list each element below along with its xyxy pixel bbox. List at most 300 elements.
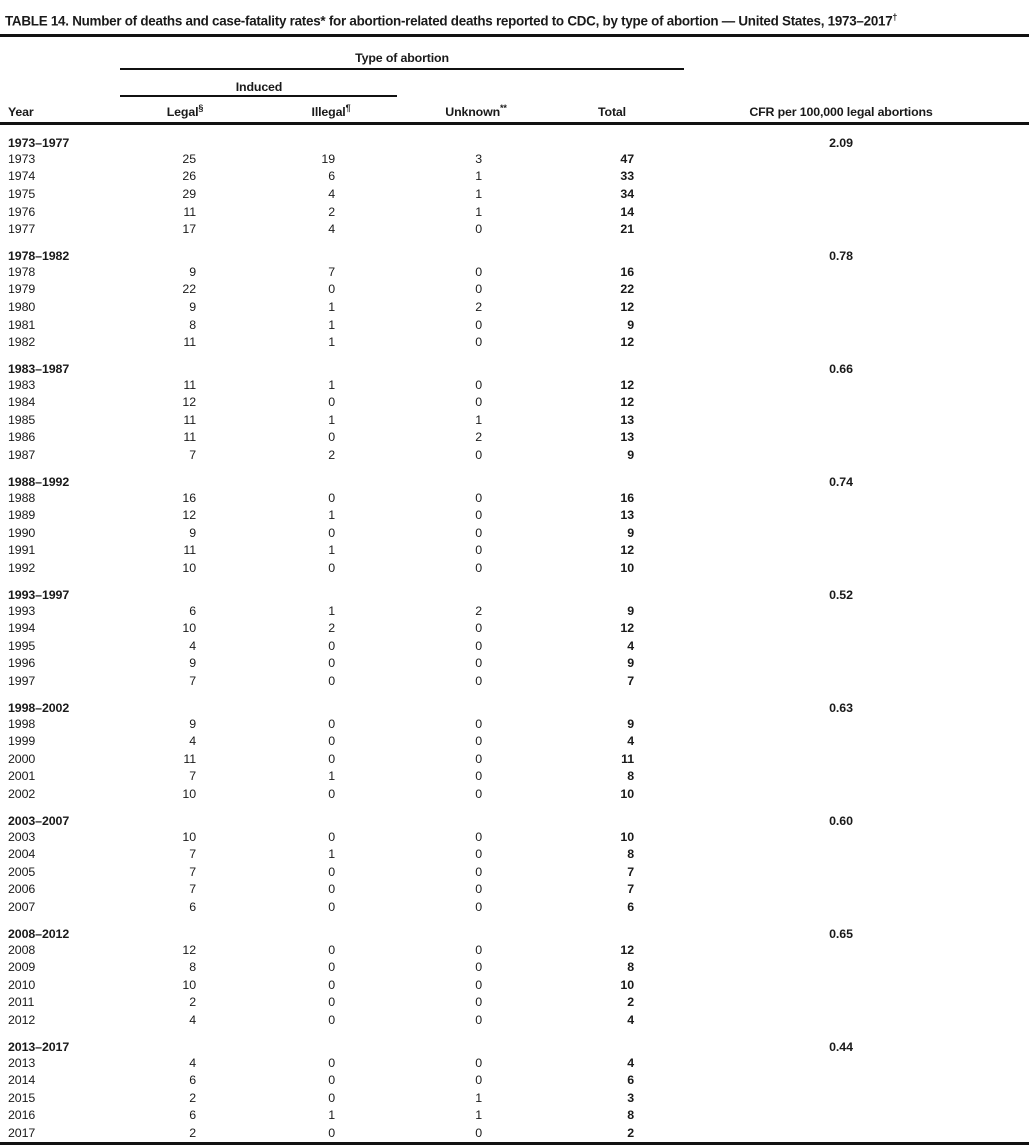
- legal-deaths-cell: 29: [182, 186, 196, 201]
- total-column-header: Total: [540, 97, 684, 124]
- year-cell: 1978: [8, 264, 36, 279]
- unknown-deaths-cell: 0: [475, 448, 482, 463]
- year-cell: 2011: [8, 995, 35, 1010]
- legal-deaths-cell: 11: [183, 377, 196, 392]
- unknown-deaths-cell: 1: [475, 204, 482, 219]
- unknown-deaths-cell: 0: [475, 1012, 482, 1027]
- unknown-deaths-cell: 0: [475, 786, 482, 801]
- empty-cell: [684, 863, 1029, 881]
- empty-cell: [540, 577, 684, 602]
- year-cell: 1987: [8, 448, 36, 463]
- total-deaths-cell: 21: [620, 222, 634, 237]
- unknown-deaths-cell: 0: [475, 1055, 482, 1070]
- period-label: 2013–2017: [8, 1040, 70, 1055]
- year-row: [0, 786, 1029, 804]
- empty-cell: [412, 238, 540, 263]
- empty-cell: [412, 464, 540, 489]
- unknown-column-header: Unknown**: [412, 97, 540, 124]
- year-cell: 2014: [8, 1073, 36, 1088]
- total-deaths-cell: 2: [627, 995, 634, 1010]
- year-cell: 2008: [8, 942, 36, 957]
- total-deaths-cell: 6: [627, 899, 634, 914]
- legal-deaths-cell: 4: [189, 1012, 196, 1027]
- year-row: [0, 994, 1029, 1012]
- illegal-deaths-cell: 0: [328, 829, 335, 844]
- unknown-deaths-cell: 0: [475, 847, 482, 862]
- illegal-deaths-cell: 2: [328, 621, 335, 636]
- legal-deaths-cell: 7: [189, 674, 196, 689]
- year-cell: 2007: [8, 899, 36, 914]
- unknown-deaths-cell: 0: [475, 1073, 482, 1088]
- illegal-deaths-cell: 1: [328, 335, 335, 350]
- period-row: [0, 1029, 1029, 1054]
- total-deaths-cell: 4: [627, 1012, 634, 1027]
- unknown-deaths-cell: 0: [475, 621, 482, 636]
- illegal-deaths-cell: 7: [328, 264, 335, 279]
- year-cell: 2013: [8, 1055, 36, 1070]
- empty-cell: [684, 394, 1029, 412]
- unknown-deaths-cell: 0: [475, 377, 482, 392]
- empty-cell: [412, 916, 540, 941]
- total-deaths-cell: 8: [627, 960, 634, 975]
- total-deaths-cell: 10: [620, 561, 634, 576]
- illegal-deaths-cell: 1: [328, 508, 335, 523]
- unknown-deaths-cell: 0: [475, 829, 482, 844]
- unknown-deaths-cell: 0: [475, 942, 482, 957]
- total-deaths-cell: 9: [627, 525, 634, 540]
- legal-deaths-cell: 9: [189, 656, 196, 671]
- illegal-deaths-cell: 1: [328, 412, 335, 427]
- year-row: [0, 560, 1029, 578]
- empty-cell: [684, 203, 1029, 221]
- year-cell: 2017: [8, 1125, 36, 1140]
- illegal-deaths-cell: 0: [328, 490, 335, 505]
- total-deaths-cell: 12: [620, 942, 634, 957]
- total-deaths-cell: 10: [620, 786, 634, 801]
- year-row: [0, 638, 1029, 656]
- year-cell: 1980: [8, 299, 36, 314]
- legal-deaths-cell: 17: [182, 222, 196, 237]
- legal-deaths-cell: 12: [182, 942, 196, 957]
- total-deaths-cell: 13: [620, 430, 634, 445]
- year-cell: 2009: [8, 960, 36, 975]
- illegal-deaths-cell: 2: [328, 448, 335, 463]
- period-row: [0, 351, 1029, 376]
- cfr-value: 0.60: [829, 814, 853, 829]
- empty-cell: [540, 238, 684, 263]
- year-cell: 2004: [8, 847, 36, 862]
- year-cell: 1997: [8, 674, 36, 689]
- total-deaths-cell: 16: [620, 264, 634, 279]
- legal-deaths-cell: 25: [182, 151, 196, 166]
- empty-cell: [540, 351, 684, 376]
- total-deaths-cell: 4: [627, 1055, 634, 1070]
- unknown-deaths-cell: 0: [475, 882, 482, 897]
- total-deaths-cell: 12: [620, 299, 634, 314]
- year-row: [0, 525, 1029, 543]
- year-row: [0, 489, 1029, 507]
- empty-cell: [412, 124, 540, 151]
- empty-cell: [540, 464, 684, 489]
- year-row: [0, 263, 1029, 281]
- total-deaths-cell: 34: [620, 186, 634, 201]
- year-row: [0, 655, 1029, 673]
- unknown-deaths-cell: 1: [475, 412, 482, 427]
- table-title: [0, 0, 1029, 37]
- cfr-value: 0.52: [829, 588, 853, 603]
- year-cell: 1990: [8, 525, 36, 540]
- total-deaths-cell: 10: [620, 977, 634, 992]
- empty-cell: [684, 1054, 1029, 1072]
- year-cell: 1998: [8, 716, 36, 731]
- table-title-dagger: †: [892, 12, 898, 22]
- illegal-deaths-cell: 0: [328, 1073, 335, 1088]
- year-cell: 2012: [8, 1012, 36, 1027]
- year-row: [0, 733, 1029, 751]
- total-deaths-cell: 33: [620, 169, 634, 184]
- empty-cell: [540, 916, 684, 941]
- total-deaths-cell: 7: [627, 864, 634, 879]
- illegal-deaths-cell: 0: [328, 751, 335, 766]
- period-row: [0, 464, 1029, 489]
- illegal-deaths-cell: 0: [328, 561, 335, 576]
- legal-deaths-cell: 11: [183, 335, 196, 350]
- year-row: [0, 168, 1029, 186]
- illegal-deaths-cell: 0: [328, 1090, 335, 1105]
- illegal-deaths-cell: 0: [328, 1012, 335, 1027]
- year-row: [0, 768, 1029, 786]
- empty-cell: [684, 168, 1029, 186]
- illegal-deaths-cell: 1: [328, 543, 335, 558]
- period-label: 1993–1997: [8, 588, 70, 603]
- empty-cell: [684, 1072, 1029, 1090]
- year-row: [0, 751, 1029, 769]
- total-deaths-cell: 12: [620, 377, 634, 392]
- unknown-deaths-cell: 0: [475, 656, 482, 671]
- legal-deaths-cell: 12: [182, 395, 196, 410]
- unknown-deaths-cell: 0: [475, 716, 482, 731]
- empty-cell: [684, 263, 1029, 281]
- illegal-deaths-cell: 0: [328, 734, 335, 749]
- illegal-deaths-cell: 1: [328, 1108, 335, 1123]
- year-row: [0, 673, 1029, 691]
- illegal-deaths-cell: 6: [328, 169, 335, 184]
- empty-cell: [684, 560, 1029, 578]
- unknown-deaths-cell: 2: [475, 603, 482, 618]
- total-deaths-cell: 8: [627, 1108, 634, 1123]
- unknown-deaths-cell: 0: [475, 543, 482, 558]
- illegal-deaths-cell: 0: [328, 656, 335, 671]
- year-cell: 1979: [8, 282, 36, 297]
- legal-deaths-cell: 7: [189, 847, 196, 862]
- illegal-deaths-cell: 0: [328, 1125, 335, 1140]
- legal-deaths-cell: 7: [189, 882, 196, 897]
- empty-cell: [684, 899, 1029, 917]
- illegal-deaths-cell: 0: [328, 899, 335, 914]
- unknown-deaths-cell: 0: [475, 525, 482, 540]
- legal-deaths-cell: 11: [183, 412, 196, 427]
- year-row: [0, 846, 1029, 864]
- empty-cell: [684, 959, 1029, 977]
- legal-deaths-cell: 26: [182, 169, 196, 184]
- illegal-deaths-cell: 0: [328, 716, 335, 731]
- empty-cell: [684, 1107, 1029, 1125]
- total-deaths-cell: 2: [627, 1125, 634, 1140]
- legal-deaths-cell: 2: [189, 1125, 196, 1140]
- illegal-column-header: Illegal¶: [250, 97, 412, 124]
- cfr-value: 2.09: [829, 136, 853, 151]
- period-row: [0, 916, 1029, 941]
- table-title-text: TABLE 14. Number of deaths and case-fatality rates* for abortion-related deaths reported to CDC, by type of abortion — United States, 1973–2017: [5, 13, 893, 29]
- empty-cell: [120, 1029, 250, 1054]
- unknown-deaths-cell: 0: [475, 899, 482, 914]
- legal-deaths-cell: 8: [189, 317, 196, 332]
- period-row: [0, 690, 1029, 715]
- unknown-deaths-cell: 0: [475, 674, 482, 689]
- illegal-deaths-cell: 0: [328, 942, 335, 957]
- empty-cell: [684, 376, 1029, 394]
- year-row: [0, 1125, 1029, 1144]
- empty-cell: [684, 733, 1029, 751]
- year-row: [0, 620, 1029, 638]
- empty-cell: [540, 124, 684, 151]
- unknown-deaths-cell: 0: [475, 561, 482, 576]
- empty-cell: [684, 150, 1029, 168]
- year-cell: 2003: [8, 829, 36, 844]
- year-cell: 2016: [8, 1108, 36, 1123]
- legal-deaths-cell: 10: [182, 977, 196, 992]
- empty-cell: [120, 124, 250, 151]
- empty-cell: [412, 1029, 540, 1054]
- year-cell: 1985: [8, 412, 36, 427]
- unknown-deaths-cell: 0: [475, 335, 482, 350]
- year-row: [0, 941, 1029, 959]
- legal-deaths-cell: 4: [189, 734, 196, 749]
- empty-cell: [684, 412, 1029, 430]
- year-cell: 1986: [8, 430, 36, 445]
- year-row: [0, 203, 1029, 221]
- legal-deaths-cell: 11: [183, 751, 196, 766]
- empty-cell: [684, 221, 1029, 239]
- legal-deaths-cell: 9: [189, 525, 196, 540]
- illegal-deaths-cell: 0: [328, 525, 335, 540]
- legal-deaths-cell: 6: [189, 603, 196, 618]
- cfr-value: 0.65: [829, 927, 853, 942]
- illegal-deaths-cell: 0: [328, 638, 335, 653]
- period-row: [0, 124, 1029, 151]
- legal-deaths-cell: 4: [189, 1055, 196, 1070]
- empty-cell: [684, 828, 1029, 846]
- cfr-value: 0.66: [829, 362, 853, 377]
- year-row: [0, 412, 1029, 430]
- unknown-deaths-cell: 0: [475, 317, 482, 332]
- illegal-deaths-cell: 0: [328, 674, 335, 689]
- total-deaths-cell: 14: [620, 204, 634, 219]
- illegal-deaths-cell: 0: [328, 864, 335, 879]
- year-cell: 1981: [8, 317, 36, 332]
- unknown-deaths-cell: 0: [475, 769, 482, 784]
- total-deaths-cell: 9: [627, 448, 634, 463]
- legal-deaths-cell: 9: [189, 264, 196, 279]
- total-deaths-cell: 47: [620, 151, 634, 166]
- year-cell: 1975: [8, 186, 36, 201]
- empty-cell: [412, 690, 540, 715]
- year-cell: 1977: [8, 222, 36, 237]
- unknown-deaths-cell: 0: [475, 995, 482, 1010]
- year-row: [0, 281, 1029, 299]
- total-deaths-cell: 8: [627, 847, 634, 862]
- year-cell: 1974: [8, 169, 36, 184]
- year-cell: 2001: [8, 769, 36, 784]
- year-cell: 2010: [8, 977, 36, 992]
- empty-cell: [684, 602, 1029, 620]
- illegal-deaths-cell: 1: [328, 847, 335, 862]
- illegal-deaths-cell: 0: [328, 430, 335, 445]
- empty-cell: [684, 542, 1029, 560]
- unknown-deaths-cell: 0: [475, 638, 482, 653]
- year-row: [0, 881, 1029, 899]
- year-row: [0, 507, 1029, 525]
- induced-span-header: Induced: [120, 69, 412, 97]
- legal-deaths-cell: 10: [182, 561, 196, 576]
- year-cell: 2015: [8, 1090, 36, 1105]
- empty-cell: [684, 186, 1029, 204]
- empty-cell: [540, 803, 684, 828]
- legal-deaths-cell: 7: [189, 769, 196, 784]
- empty-cell: [412, 577, 540, 602]
- unknown-deaths-cell: 0: [475, 734, 482, 749]
- table-body: [0, 124, 1029, 1144]
- empty-cell: [412, 351, 540, 376]
- unknown-deaths-cell: 1: [475, 1108, 482, 1123]
- legal-deaths-cell: 6: [189, 899, 196, 914]
- empty-cell: [120, 916, 250, 941]
- illegal-deaths-cell: 1: [328, 769, 335, 784]
- illegal-deaths-cell: 1: [328, 317, 335, 332]
- cfr-value: 0.74: [829, 475, 853, 490]
- empty-cell: [684, 976, 1029, 994]
- empty-cell: [250, 124, 412, 151]
- legal-deaths-cell: 11: [183, 204, 196, 219]
- unknown-deaths-cell: 0: [475, 222, 482, 237]
- year-cell: 2006: [8, 882, 36, 897]
- illegal-deaths-cell: 0: [328, 282, 335, 297]
- cfr-value: 0.44: [829, 1040, 853, 1055]
- year-cell: 2000: [8, 751, 36, 766]
- unknown-deaths-cell: 1: [475, 169, 482, 184]
- year-row: [0, 1107, 1029, 1125]
- year-cell: 1993: [8, 603, 36, 618]
- total-deaths-cell: 3: [627, 1090, 634, 1105]
- year-row: [0, 1072, 1029, 1090]
- unknown-deaths-cell: 0: [475, 264, 482, 279]
- year-cell: 1988: [8, 490, 36, 505]
- empty-cell: [684, 316, 1029, 334]
- illegal-deaths-cell: 1: [328, 603, 335, 618]
- empty-cell: [684, 620, 1029, 638]
- year-row: [0, 542, 1029, 560]
- illegal-deaths-cell: 1: [328, 377, 335, 392]
- legal-deaths-cell: 10: [182, 829, 196, 844]
- year-row: [0, 394, 1029, 412]
- year-cell: 1983: [8, 377, 36, 392]
- empty-cell: [684, 281, 1029, 299]
- empty-cell: [250, 1029, 412, 1054]
- illegal-footnote-marker: ¶: [345, 103, 351, 114]
- illegal-deaths-cell: 0: [328, 960, 335, 975]
- total-deaths-cell: 16: [620, 490, 634, 505]
- cfr-value: 0.63: [829, 701, 853, 716]
- legal-deaths-cell: 2: [189, 995, 196, 1010]
- year-row: [0, 1054, 1029, 1072]
- empty-cell: [120, 690, 250, 715]
- year-row: [0, 976, 1029, 994]
- illegal-deaths-cell: 0: [328, 1055, 335, 1070]
- total-deaths-cell: 12: [620, 335, 634, 350]
- empty-cell: [250, 238, 412, 263]
- empty-cell: [250, 690, 412, 715]
- empty-cell: [120, 577, 250, 602]
- period-row: [0, 577, 1029, 602]
- period-label: 1978–1982: [8, 249, 70, 264]
- empty-cell: [540, 1029, 684, 1054]
- total-deaths-cell: 9: [627, 603, 634, 618]
- legal-deaths-cell: 10: [182, 786, 196, 801]
- empty-cell: [250, 916, 412, 941]
- unknown-deaths-cell: 0: [475, 395, 482, 410]
- year-column-header: Year: [0, 97, 120, 124]
- empty-cell: [684, 941, 1029, 959]
- unknown-deaths-cell: 0: [475, 751, 482, 766]
- year-row: [0, 299, 1029, 317]
- year-cell: 1994: [8, 621, 36, 636]
- empty-cell: [250, 351, 412, 376]
- type-of-abortion-span-header: Type of abortion: [120, 37, 684, 69]
- total-deaths-cell: 10: [620, 829, 634, 844]
- empty-cell: [120, 351, 250, 376]
- period-label: 1988–1992: [8, 475, 70, 490]
- empty-cell: [120, 803, 250, 828]
- year-row: [0, 828, 1029, 846]
- unknown-footnote-marker: **: [499, 103, 507, 114]
- cfr-value: 0.78: [829, 249, 853, 264]
- legal-deaths-cell: 9: [189, 716, 196, 731]
- total-deaths-cell: 9: [627, 716, 634, 731]
- empty-cell: [684, 638, 1029, 656]
- empty-cell: [684, 1089, 1029, 1107]
- year-row: [0, 221, 1029, 239]
- total-deaths-cell: 13: [620, 508, 634, 523]
- empty-cell: [540, 690, 684, 715]
- year-row: [0, 1089, 1029, 1107]
- empty-cell: [684, 334, 1029, 352]
- unknown-deaths-cell: 0: [475, 977, 482, 992]
- legal-deaths-cell: 7: [189, 864, 196, 879]
- year-cell: 2002: [8, 786, 36, 801]
- total-deaths-cell: 12: [620, 621, 634, 636]
- year-cell: 1996: [8, 656, 36, 671]
- illegal-deaths-cell: 0: [328, 882, 335, 897]
- total-deaths-cell: 7: [627, 882, 634, 897]
- empty-cell: [684, 673, 1029, 691]
- empty-cell: [250, 803, 412, 828]
- empty-cell: [412, 803, 540, 828]
- legal-footnote-marker: §: [198, 103, 204, 114]
- empty-cell: [684, 994, 1029, 1012]
- period-label: 1983–1987: [8, 362, 70, 377]
- year-row: [0, 899, 1029, 917]
- empty-cell: [684, 768, 1029, 786]
